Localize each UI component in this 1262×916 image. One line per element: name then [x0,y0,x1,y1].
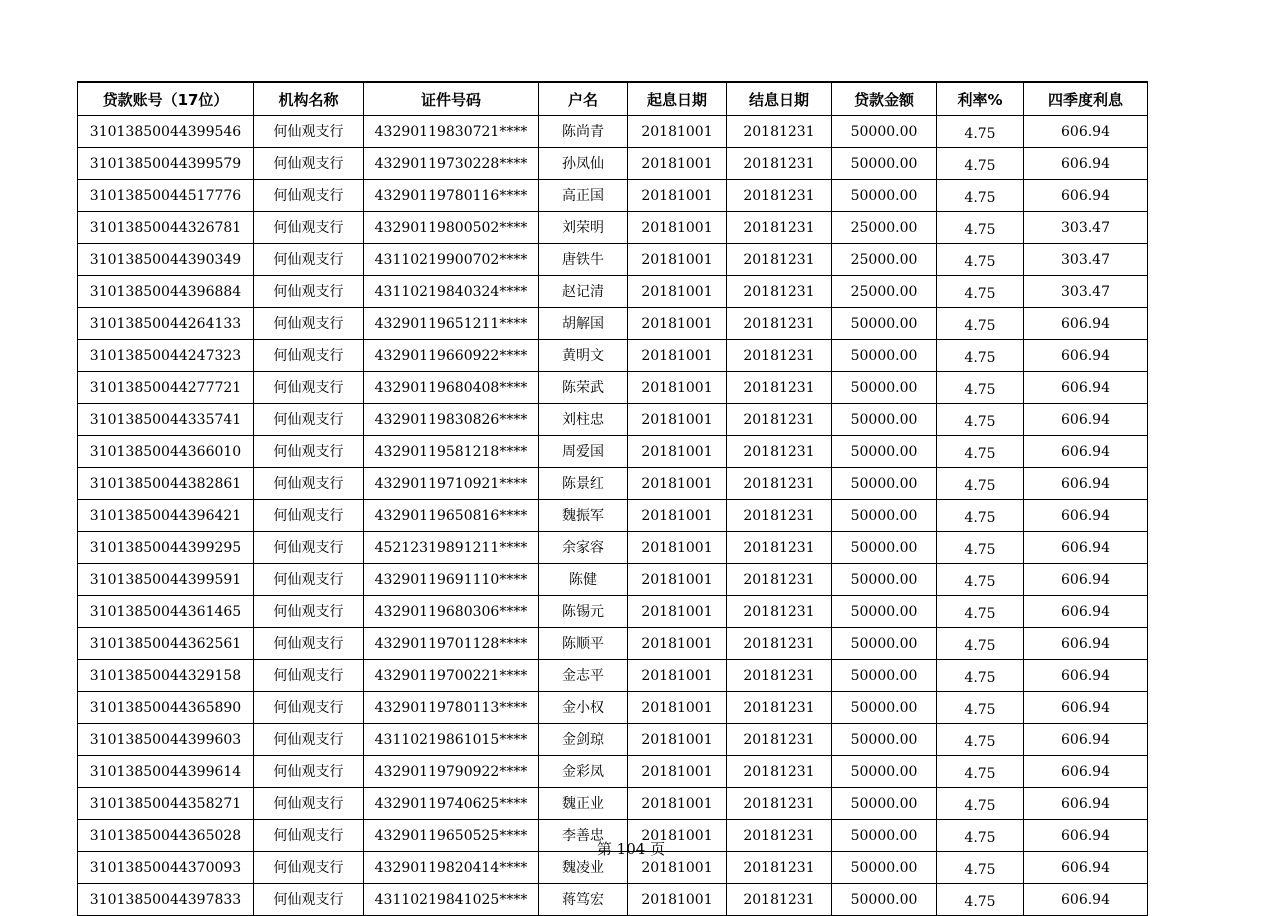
cell-loan-account: 31013850044399295 [78,532,254,564]
table-row [78,724,1148,756]
cell-rate: 4.75 [937,692,1024,724]
cell-q4-interest: 606.94 [1024,692,1148,724]
table-row [78,148,1148,180]
cell-loan-account: 31013850044329158 [78,660,254,692]
table-row [78,692,1148,724]
cell-q4-interest: 606.94 [1024,340,1148,372]
cell-rate: 4.75 [937,148,1024,180]
cell-id-number: 43290119581218**** [364,436,539,468]
cell-rate: 4.75 [937,660,1024,692]
cell-start-date: 20181001 [628,692,727,724]
cell-start-date: 20181001 [628,212,727,244]
table-row [78,756,1148,788]
cell-account-name: 周爱国 [539,436,628,468]
cell-institution: 何仙观支行 [254,308,364,340]
cell-institution: 何仙观支行 [254,212,364,244]
cell-end-date: 20181231 [727,564,832,596]
cell-end-date: 20181231 [727,244,832,276]
header-account-name: 户名 [539,82,628,116]
table-row [78,500,1148,532]
cell-institution: 何仙观支行 [254,116,364,148]
cell-q4-interest: 303.47 [1024,212,1148,244]
cell-institution: 何仙观支行 [254,596,364,628]
table-row [78,660,1148,692]
cell-start-date: 20181001 [628,660,727,692]
cell-loan-amount: 25000.00 [832,212,937,244]
cell-rate: 4.75 [937,340,1024,372]
cell-loan-account: 31013850044365890 [78,692,254,724]
cell-q4-interest: 303.47 [1024,276,1148,308]
cell-account-name: 魏振军 [539,500,628,532]
cell-id-number: 43110219841025**** [364,884,539,916]
cell-institution: 何仙观支行 [254,660,364,692]
cell-q4-interest: 606.94 [1024,724,1148,756]
cell-q4-interest: 606.94 [1024,884,1148,916]
cell-institution: 何仙观支行 [254,820,364,852]
cell-account-name: 孙凤仙 [539,148,628,180]
header-end-date: 结息日期 [727,82,832,116]
cell-end-date: 20181231 [727,756,832,788]
cell-rate: 4.75 [937,500,1024,532]
cell-loan-amount: 50000.00 [832,788,937,820]
cell-id-number: 43290119780116**** [364,180,539,212]
cell-institution: 何仙观支行 [254,756,364,788]
cell-q4-interest: 606.94 [1024,564,1148,596]
cell-start-date: 20181001 [628,468,727,500]
cell-start-date: 20181001 [628,596,727,628]
cell-account-name: 陈尚青 [539,116,628,148]
cell-account-name: 陈荣武 [539,372,628,404]
cell-rate: 4.75 [937,372,1024,404]
cell-loan-account: 31013850044390349 [78,244,254,276]
cell-institution: 何仙观支行 [254,244,364,276]
cell-account-name: 金彩凤 [539,756,628,788]
header-start-date: 起息日期 [628,82,727,116]
cell-q4-interest: 606.94 [1024,372,1148,404]
cell-loan-amount: 50000.00 [832,532,937,564]
cell-id-number: 45212319891211**** [364,532,539,564]
cell-id-number: 43110219900702**** [364,244,539,276]
cell-start-date: 20181001 [628,372,727,404]
cell-loan-amount: 50000.00 [832,564,937,596]
header-institution: 机构名称 [254,82,364,116]
cell-start-date: 20181001 [628,788,727,820]
cell-institution: 何仙观支行 [254,564,364,596]
cell-loan-account: 31013850044366010 [78,436,254,468]
cell-institution: 何仙观支行 [254,180,364,212]
cell-loan-amount: 50000.00 [832,884,937,916]
table-row [78,788,1148,820]
cell-loan-account: 31013850044396884 [78,276,254,308]
cell-loan-account: 31013850044399579 [78,148,254,180]
cell-q4-interest: 606.94 [1024,756,1148,788]
cell-id-number: 43290119701128**** [364,628,539,660]
cell-institution: 何仙观支行 [254,500,364,532]
cell-loan-account: 31013850044399546 [78,116,254,148]
cell-id-number: 43290119650816**** [364,500,539,532]
cell-loan-account: 31013850044247323 [78,340,254,372]
cell-account-name: 胡解国 [539,308,628,340]
cell-q4-interest: 606.94 [1024,148,1148,180]
cell-loan-amount: 25000.00 [832,276,937,308]
cell-start-date: 20181001 [628,500,727,532]
header-rate: 利率% [937,82,1024,116]
cell-start-date: 20181001 [628,116,727,148]
cell-rate: 4.75 [937,852,1024,884]
cell-institution: 何仙观支行 [254,628,364,660]
cell-id-number: 43290119830721**** [364,116,539,148]
cell-id-number: 43290119651211**** [364,308,539,340]
table-row [78,436,1148,468]
cell-end-date: 20181231 [727,724,832,756]
cell-loan-amount: 50000.00 [832,148,937,180]
cell-end-date: 20181231 [727,820,832,852]
cell-end-date: 20181231 [727,404,832,436]
cell-institution: 何仙观支行 [254,788,364,820]
cell-rate: 4.75 [937,596,1024,628]
cell-id-number: 43290119740625**** [364,788,539,820]
cell-rate: 4.75 [937,724,1024,756]
cell-loan-amount: 25000.00 [832,244,937,276]
cell-id-number: 43290119800502**** [364,212,539,244]
cell-id-number: 43290119650525**** [364,820,539,852]
cell-q4-interest: 606.94 [1024,500,1148,532]
cell-start-date: 20181001 [628,756,727,788]
cell-loan-account: 31013850044326781 [78,212,254,244]
cell-account-name: 金志平 [539,660,628,692]
cell-loan-amount: 50000.00 [832,628,937,660]
cell-id-number: 43290119830826**** [364,404,539,436]
cell-account-name: 陈健 [539,564,628,596]
cell-account-name: 唐铁牛 [539,244,628,276]
cell-loan-account: 31013850044396421 [78,500,254,532]
cell-loan-account: 31013850044335741 [78,404,254,436]
cell-institution: 何仙观支行 [254,276,364,308]
cell-start-date: 20181001 [628,852,727,884]
table-row [78,116,1148,148]
cell-start-date: 20181001 [628,724,727,756]
cell-start-date: 20181001 [628,436,727,468]
cell-loan-account: 31013850044264133 [78,308,254,340]
cell-start-date: 20181001 [628,884,727,916]
page-number: 第 104 页 [596,840,666,858]
cell-end-date: 20181231 [727,116,832,148]
cell-rate: 4.75 [937,564,1024,596]
cell-end-date: 20181231 [727,276,832,308]
cell-institution: 何仙观支行 [254,692,364,724]
cell-end-date: 20181231 [727,628,832,660]
header-q4-interest: 四季度利息 [1024,82,1148,116]
cell-institution: 何仙观支行 [254,852,364,884]
cell-end-date: 20181231 [727,148,832,180]
cell-loan-account: 31013850044358271 [78,788,254,820]
cell-end-date: 20181231 [727,532,832,564]
cell-rate: 4.75 [937,884,1024,916]
cell-id-number: 43110219861015**** [364,724,539,756]
table-header-row [78,82,1148,116]
cell-loan-account: 31013850044365028 [78,820,254,852]
cell-institution: 何仙观支行 [254,436,364,468]
cell-institution: 何仙观支行 [254,404,364,436]
cell-q4-interest: 303.47 [1024,244,1148,276]
cell-loan-account: 31013850044370093 [78,852,254,884]
cell-rate: 4.75 [937,468,1024,500]
cell-account-name: 陈景红 [539,468,628,500]
cell-loan-amount: 50000.00 [832,372,937,404]
cell-end-date: 20181231 [727,596,832,628]
cell-institution: 何仙观支行 [254,340,364,372]
cell-start-date: 20181001 [628,244,727,276]
cell-id-number: 43290119700221**** [364,660,539,692]
cell-loan-amount: 50000.00 [832,852,937,884]
cell-rate: 4.75 [937,436,1024,468]
cell-q4-interest: 606.94 [1024,660,1148,692]
header-loan-amount: 贷款金额 [832,82,937,116]
cell-id-number: 43290119680408**** [364,372,539,404]
cell-account-name: 刘柱忠 [539,404,628,436]
cell-start-date: 20181001 [628,276,727,308]
cell-loan-account: 31013850044382861 [78,468,254,500]
cell-id-number: 43290119730228**** [364,148,539,180]
cell-start-date: 20181001 [628,404,727,436]
cell-id-number: 43290119660922**** [364,340,539,372]
cell-q4-interest: 606.94 [1024,788,1148,820]
cell-account-name: 魏正业 [539,788,628,820]
cell-id-number: 43290119691110**** [364,564,539,596]
cell-account-name: 蒋笃宏 [539,884,628,916]
cell-rate: 4.75 [937,788,1024,820]
cell-end-date: 20181231 [727,340,832,372]
cell-rate: 4.75 [937,628,1024,660]
cell-institution: 何仙观支行 [254,468,364,500]
cell-start-date: 20181001 [628,148,727,180]
table-row [78,244,1148,276]
cell-account-name: 金剑琼 [539,724,628,756]
cell-account-name: 刘荣明 [539,212,628,244]
cell-account-name: 金小权 [539,692,628,724]
cell-end-date: 20181231 [727,308,832,340]
cell-account-name: 赵记清 [539,276,628,308]
cell-id-number: 43110219840324**** [364,276,539,308]
cell-start-date: 20181001 [628,180,727,212]
table-body [78,116,1148,916]
cell-q4-interest: 606.94 [1024,852,1148,884]
cell-institution: 何仙观支行 [254,724,364,756]
table-row [78,532,1148,564]
cell-id-number: 43290119780113**** [364,692,539,724]
cell-loan-amount: 50000.00 [832,660,937,692]
cell-q4-interest: 606.94 [1024,532,1148,564]
table-row [78,308,1148,340]
cell-end-date: 20181231 [727,692,832,724]
cell-loan-amount: 50000.00 [832,820,937,852]
cell-end-date: 20181231 [727,884,832,916]
table-row [78,372,1148,404]
table-row [78,628,1148,660]
cell-q4-interest: 606.94 [1024,468,1148,500]
cell-q4-interest: 606.94 [1024,596,1148,628]
cell-account-name: 黄明文 [539,340,628,372]
cell-start-date: 20181001 [628,564,727,596]
cell-loan-amount: 50000.00 [832,596,937,628]
cell-q4-interest: 606.94 [1024,180,1148,212]
cell-loan-account: 31013850044362561 [78,628,254,660]
cell-loan-amount: 50000.00 [832,500,937,532]
cell-institution: 何仙观支行 [254,372,364,404]
cell-start-date: 20181001 [628,308,727,340]
cell-institution: 何仙观支行 [254,884,364,916]
cell-id-number: 43290119790922**** [364,756,539,788]
cell-loan-amount: 50000.00 [832,308,937,340]
header-id-number: 证件号码 [364,82,539,116]
header-loan-account: 贷款账号（17位） [78,82,254,116]
cell-start-date: 20181001 [628,340,727,372]
cell-institution: 何仙观支行 [254,148,364,180]
cell-loan-amount: 50000.00 [832,756,937,788]
cell-end-date: 20181231 [727,468,832,500]
cell-account-name: 魏凌业 [539,852,628,884]
cell-loan-account: 31013850044517776 [78,180,254,212]
cell-loan-account: 31013850044361465 [78,596,254,628]
cell-rate: 4.75 [937,116,1024,148]
cell-loan-amount: 50000.00 [832,692,937,724]
cell-loan-account: 31013850044397833 [78,884,254,916]
cell-rate: 4.75 [937,244,1024,276]
cell-end-date: 20181231 [727,788,832,820]
cell-rate: 4.75 [937,212,1024,244]
cell-loan-amount: 50000.00 [832,404,937,436]
cell-loan-amount: 50000.00 [832,340,937,372]
cell-q4-interest: 606.94 [1024,820,1148,852]
cell-rate: 4.75 [937,756,1024,788]
cell-id-number: 43290119680306**** [364,596,539,628]
cell-loan-amount: 50000.00 [832,180,937,212]
cell-institution: 何仙观支行 [254,532,364,564]
cell-rate: 4.75 [937,532,1024,564]
cell-account-name: 陈锡元 [539,596,628,628]
cell-loan-account: 31013850044399614 [78,756,254,788]
cell-id-number: 43290119710921**** [364,468,539,500]
cell-q4-interest: 606.94 [1024,436,1148,468]
cell-end-date: 20181231 [727,660,832,692]
table-row [78,340,1148,372]
cell-loan-amount: 50000.00 [832,116,937,148]
cell-end-date: 20181231 [727,436,832,468]
cell-start-date: 20181001 [628,628,727,660]
table-row [78,564,1148,596]
table-row [78,276,1148,308]
cell-account-name: 余家容 [539,532,628,564]
cell-q4-interest: 606.94 [1024,404,1148,436]
cell-id-number: 43290119820414**** [364,852,539,884]
cell-account-name: 李善忠 [539,820,628,852]
cell-end-date: 20181231 [727,852,832,884]
cell-q4-interest: 606.94 [1024,628,1148,660]
cell-q4-interest: 606.94 [1024,116,1148,148]
cell-loan-amount: 50000.00 [832,468,937,500]
cell-start-date: 20181001 [628,820,727,852]
cell-end-date: 20181231 [727,372,832,404]
cell-loan-account: 31013850044399603 [78,724,254,756]
table-row [78,404,1148,436]
table-row [78,596,1148,628]
cell-account-name: 陈顺平 [539,628,628,660]
table-row [78,468,1148,500]
cell-end-date: 20181231 [727,212,832,244]
cell-loan-amount: 50000.00 [832,724,937,756]
cell-start-date: 20181001 [628,532,727,564]
table-row [78,212,1148,244]
loan-interest-table [77,81,1148,916]
cell-end-date: 20181231 [727,180,832,212]
cell-loan-account: 31013850044277721 [78,372,254,404]
cell-q4-interest: 606.94 [1024,308,1148,340]
cell-rate: 4.75 [937,180,1024,212]
cell-loan-account: 31013850044399591 [78,564,254,596]
cell-rate: 4.75 [937,308,1024,340]
table-row [78,180,1148,212]
cell-rate: 4.75 [937,276,1024,308]
cell-end-date: 20181231 [727,500,832,532]
cell-loan-amount: 50000.00 [832,436,937,468]
cell-rate: 4.75 [937,404,1024,436]
cell-rate: 4.75 [937,820,1024,852]
table-row [78,884,1148,916]
cell-account-name: 高正国 [539,180,628,212]
